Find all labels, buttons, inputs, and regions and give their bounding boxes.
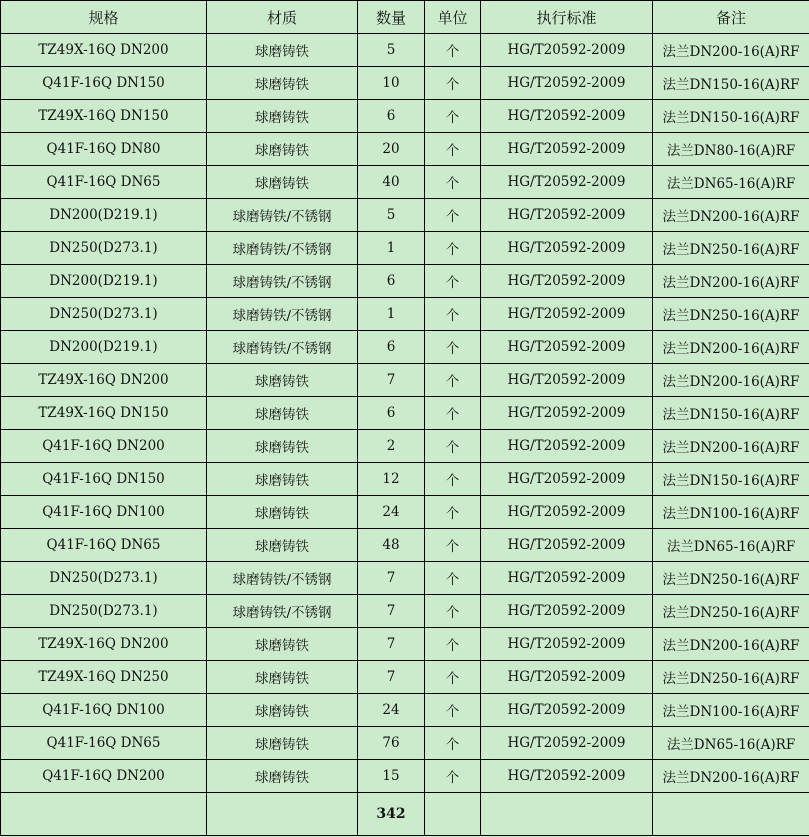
cell-standard[interactable]: HG/T20592-2009 <box>481 331 653 364</box>
cell-remark[interactable]: 法兰DN250-16(A)RF <box>653 232 809 265</box>
cell-standard[interactable]: HG/T20592-2009 <box>481 661 653 694</box>
cell-material[interactable]: 球磨铸铁 <box>207 529 358 562</box>
cell-unit[interactable]: 个 <box>425 529 481 562</box>
cell-spec[interactable]: DN200(D219.1) <box>1 265 207 298</box>
cell-spec[interactable]: Q41F-16Q DN65 <box>1 529 207 562</box>
cell-quantity[interactable]: 24 <box>358 694 425 727</box>
cell-remark[interactable]: 法兰DN200-16(A)RF <box>653 199 809 232</box>
cell-unit[interactable]: 个 <box>425 133 481 166</box>
table-row <box>1 760 809 793</box>
total-row <box>1 793 809 836</box>
header-unit[interactable]: 单位 <box>425 1 481 34</box>
cell-remark[interactable]: 法兰DN200-16(A)RF <box>653 760 809 793</box>
cell-standard[interactable]: HG/T20592-2009 <box>481 562 653 595</box>
cell-standard[interactable]: HG/T20592-2009 <box>481 364 653 397</box>
cell-spec[interactable]: Q41F-16Q DN100 <box>1 496 207 529</box>
cell-standard[interactable]: HG/T20592-2009 <box>481 397 653 430</box>
cell-unit[interactable]: 个 <box>425 67 481 100</box>
cell-material[interactable]: 球磨铸铁/不锈钢 <box>207 331 358 364</box>
cell-spec[interactable]: Q41F-16Q DN150 <box>1 67 207 100</box>
cell-material[interactable]: 球磨铸铁 <box>207 760 358 793</box>
cell-quantity[interactable]: 5 <box>358 34 425 67</box>
table-row <box>1 364 809 397</box>
cell-unit[interactable]: 个 <box>425 661 481 694</box>
cell-quantity[interactable]: 7 <box>358 595 425 628</box>
cell-standard[interactable]: HG/T20592-2009 <box>481 133 653 166</box>
table-body <box>1 34 809 793</box>
cell-unit[interactable]: 个 <box>425 562 481 595</box>
cell-standard[interactable]: HG/T20592-2009 <box>481 166 653 199</box>
cell-material[interactable]: 球磨铸铁 <box>207 661 358 694</box>
table-row <box>1 133 809 166</box>
cell-remark[interactable]: 法兰DN200-16(A)RF <box>653 34 809 67</box>
cell-quantity[interactable]: 12 <box>358 463 425 496</box>
table-row <box>1 166 809 199</box>
total-quantity-cell[interactable]: 342 <box>358 793 425 836</box>
cell-quantity[interactable]: 7 <box>358 562 425 595</box>
cell-remark[interactable]: 法兰DN150-16(A)RF <box>653 100 809 133</box>
cell-material[interactable]: 球磨铸铁/不锈钢 <box>207 595 358 628</box>
cell-unit[interactable]: 个 <box>425 694 481 727</box>
header-row <box>1 1 809 34</box>
total-standard-cell[interactable] <box>481 793 653 836</box>
cell-quantity[interactable]: 5 <box>358 199 425 232</box>
cell-spec[interactable]: TZ49X-16Q DN250 <box>1 661 207 694</box>
cell-unit[interactable]: 个 <box>425 628 481 661</box>
cell-standard[interactable]: HG/T20592-2009 <box>481 529 653 562</box>
table-row <box>1 463 809 496</box>
cell-unit[interactable]: 个 <box>425 232 481 265</box>
cell-remark[interactable]: 法兰DN65-16(A)RF <box>653 529 809 562</box>
cell-unit[interactable]: 个 <box>425 430 481 463</box>
cell-unit[interactable]: 个 <box>425 265 481 298</box>
table-row <box>1 529 809 562</box>
cell-standard[interactable]: HG/T20592-2009 <box>481 595 653 628</box>
cell-spec[interactable]: TZ49X-16Q DN150 <box>1 397 207 430</box>
cell-standard[interactable]: HG/T20592-2009 <box>481 199 653 232</box>
cell-remark[interactable]: 法兰DN200-16(A)RF <box>653 331 809 364</box>
cell-standard[interactable]: HG/T20592-2009 <box>481 298 653 331</box>
total-unit-cell[interactable] <box>425 793 481 836</box>
header-remark[interactable]: 备注 <box>653 1 809 34</box>
cell-quantity[interactable]: 76 <box>358 727 425 760</box>
cell-material[interactable]: 球磨铸铁 <box>207 364 358 397</box>
cell-quantity[interactable]: 6 <box>358 265 425 298</box>
cell-remark[interactable]: 法兰DN100-16(A)RF <box>653 694 809 727</box>
cell-material[interactable]: 球磨铸铁 <box>207 100 358 133</box>
cell-remark[interactable]: 法兰DN80-16(A)RF <box>653 133 809 166</box>
table-row <box>1 298 809 331</box>
cell-quantity[interactable]: 7 <box>358 661 425 694</box>
cell-spec[interactable]: DN200(D219.1) <box>1 331 207 364</box>
cell-standard[interactable]: HG/T20592-2009 <box>481 430 653 463</box>
cell-spec[interactable]: Q41F-16Q DN200 <box>1 760 207 793</box>
cell-spec[interactable]: TZ49X-16Q DN200 <box>1 364 207 397</box>
cell-remark[interactable]: 法兰DN250-16(A)RF <box>653 562 809 595</box>
cell-quantity[interactable]: 7 <box>358 628 425 661</box>
cell-unit[interactable]: 个 <box>425 100 481 133</box>
cell-spec[interactable]: DN200(D219.1) <box>1 199 207 232</box>
cell-quantity[interactable]: 1 <box>358 232 425 265</box>
cell-standard[interactable]: HG/T20592-2009 <box>481 463 653 496</box>
header-quantity[interactable]: 数量 <box>358 1 425 34</box>
cell-unit[interactable]: 个 <box>425 298 481 331</box>
cell-remark[interactable]: 法兰DN150-16(A)RF <box>653 397 809 430</box>
cell-unit[interactable]: 个 <box>425 595 481 628</box>
table-row <box>1 100 809 133</box>
cell-standard[interactable]: HG/T20592-2009 <box>481 727 653 760</box>
cell-remark[interactable]: 法兰DN100-16(A)RF <box>653 496 809 529</box>
cell-material[interactable]: 球磨铸铁/不锈钢 <box>207 265 358 298</box>
cell-spec[interactable]: DN250(D273.1) <box>1 298 207 331</box>
cell-standard[interactable]: HG/T20592-2009 <box>481 694 653 727</box>
cell-unit[interactable]: 个 <box>425 166 481 199</box>
cell-material[interactable]: 球磨铸铁 <box>207 727 358 760</box>
cell-material[interactable]: 球磨铸铁 <box>207 628 358 661</box>
cell-spec[interactable]: TZ49X-16Q DN200 <box>1 34 207 67</box>
table-row <box>1 628 809 661</box>
cell-spec[interactable]: DN250(D273.1) <box>1 595 207 628</box>
cell-unit[interactable]: 个 <box>425 760 481 793</box>
cell-unit[interactable]: 个 <box>425 364 481 397</box>
cell-material[interactable]: 球磨铸铁/不锈钢 <box>207 298 358 331</box>
cell-quantity[interactable]: 6 <box>358 100 425 133</box>
header-material[interactable]: 材质 <box>207 1 358 34</box>
table-row <box>1 727 809 760</box>
cell-material[interactable]: 球磨铸铁/不锈钢 <box>207 562 358 595</box>
cell-unit[interactable]: 个 <box>425 331 481 364</box>
cell-material[interactable]: 球磨铸铁 <box>207 166 358 199</box>
cell-spec[interactable]: Q41F-16Q DN200 <box>1 430 207 463</box>
table-row <box>1 265 809 298</box>
cell-material[interactable]: 球磨铸铁 <box>207 67 358 100</box>
header-spec[interactable]: 规格 <box>1 1 207 34</box>
cell-remark[interactable]: 法兰DN65-16(A)RF <box>653 727 809 760</box>
cell-remark[interactable]: 法兰DN200-16(A)RF <box>653 628 809 661</box>
cell-standard[interactable]: HG/T20592-2009 <box>481 232 653 265</box>
cell-spec[interactable]: Q41F-16Q DN65 <box>1 727 207 760</box>
cell-spec[interactable]: DN250(D273.1) <box>1 232 207 265</box>
table-row <box>1 430 809 463</box>
cell-material[interactable]: 球磨铸铁 <box>207 694 358 727</box>
cell-unit[interactable]: 个 <box>425 397 481 430</box>
table-row <box>1 595 809 628</box>
cell-material[interactable]: 球磨铸铁 <box>207 430 358 463</box>
cell-quantity[interactable]: 1 <box>358 298 425 331</box>
cell-remark[interactable]: 法兰DN200-16(A)RF <box>653 430 809 463</box>
cell-quantity[interactable]: 48 <box>358 529 425 562</box>
table-row <box>1 331 809 364</box>
cell-material[interactable]: 球磨铸铁 <box>207 496 358 529</box>
table-row <box>1 661 809 694</box>
cell-material[interactable]: 球磨铸铁 <box>207 397 358 430</box>
cell-material[interactable]: 球磨铸铁/不锈钢 <box>207 232 358 265</box>
table-row <box>1 496 809 529</box>
cell-remark[interactable]: 法兰DN150-16(A)RF <box>653 67 809 100</box>
cell-standard[interactable]: HG/T20592-2009 <box>481 67 653 100</box>
cell-quantity[interactable]: 7 <box>358 364 425 397</box>
cell-standard[interactable]: HG/T20592-2009 <box>481 265 653 298</box>
total-material-cell[interactable] <box>207 793 358 836</box>
table-row <box>1 694 809 727</box>
cell-spec[interactable]: Q41F-16Q DN100 <box>1 694 207 727</box>
cell-remark[interactable]: 法兰DN150-16(A)RF <box>653 463 809 496</box>
table-row <box>1 232 809 265</box>
cell-material[interactable]: 球磨铸铁 <box>207 463 358 496</box>
cell-unit[interactable]: 个 <box>425 463 481 496</box>
cell-quantity[interactable]: 6 <box>358 397 425 430</box>
cell-remark[interactable]: 法兰DN250-16(A)RF <box>653 298 809 331</box>
cell-material[interactable]: 球磨铸铁 <box>207 133 358 166</box>
header-standard[interactable]: 执行标准 <box>481 1 653 34</box>
cell-quantity[interactable]: 24 <box>358 496 425 529</box>
table-row <box>1 397 809 430</box>
cell-unit[interactable]: 个 <box>425 34 481 67</box>
cell-standard[interactable]: HG/T20592-2009 <box>481 100 653 133</box>
table-row <box>1 67 809 100</box>
cell-unit[interactable]: 个 <box>425 727 481 760</box>
cell-quantity[interactable]: 15 <box>358 760 425 793</box>
cell-spec[interactable]: Q41F-16Q DN150 <box>1 463 207 496</box>
cell-remark[interactable]: 法兰DN65-16(A)RF <box>653 166 809 199</box>
cell-remark[interactable]: 法兰DN250-16(A)RF <box>653 595 809 628</box>
cell-standard[interactable]: HG/T20592-2009 <box>481 496 653 529</box>
cell-unit[interactable]: 个 <box>425 496 481 529</box>
total-spec-cell[interactable] <box>1 793 207 836</box>
cell-spec[interactable]: Q41F-16Q DN65 <box>1 166 207 199</box>
total-remark-cell[interactable] <box>653 793 809 836</box>
cell-unit[interactable]: 个 <box>425 199 481 232</box>
cell-material[interactable]: 球磨铸铁/不锈钢 <box>207 199 358 232</box>
table-row <box>1 34 809 67</box>
cell-quantity[interactable]: 10 <box>358 67 425 100</box>
table-row <box>1 199 809 232</box>
cell-standard[interactable]: HG/T20592-2009 <box>481 34 653 67</box>
cell-quantity[interactable]: 6 <box>358 331 425 364</box>
cell-quantity[interactable]: 2 <box>358 430 425 463</box>
cell-remark[interactable]: 法兰DN200-16(A)RF <box>653 265 809 298</box>
cell-remark[interactable]: 法兰DN200-16(A)RF <box>653 364 809 397</box>
cell-quantity[interactable]: 40 <box>358 166 425 199</box>
cell-spec[interactable]: DN250(D273.1) <box>1 562 207 595</box>
cell-standard[interactable]: HG/T20592-2009 <box>481 628 653 661</box>
cell-standard[interactable]: HG/T20592-2009 <box>481 760 653 793</box>
cell-spec[interactable]: TZ49X-16Q DN150 <box>1 100 207 133</box>
cell-spec[interactable]: TZ49X-16Q DN200 <box>1 628 207 661</box>
cell-spec[interactable]: Q41F-16Q DN80 <box>1 133 207 166</box>
cell-quantity[interactable]: 20 <box>358 133 425 166</box>
cell-material[interactable]: 球磨铸铁 <box>207 34 358 67</box>
cell-remark[interactable]: 法兰DN250-16(A)RF <box>653 661 809 694</box>
table-row <box>1 562 809 595</box>
